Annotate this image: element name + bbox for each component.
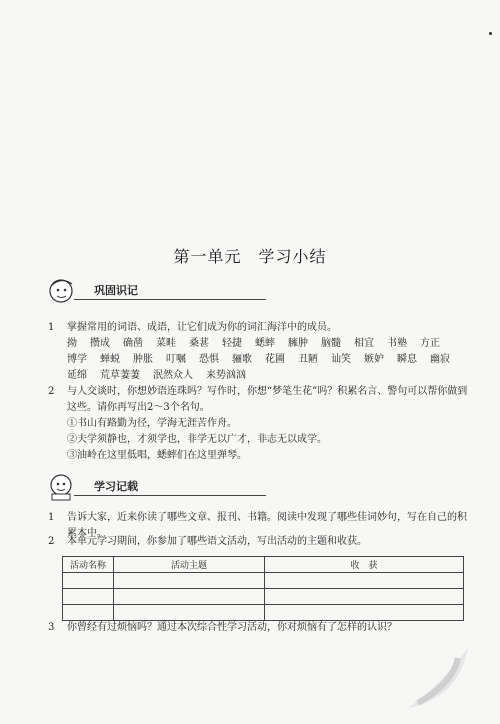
vocab-word: 相宜 — [354, 338, 374, 349]
vocab-word: 荒草萋萋 — [100, 370, 140, 381]
vocab-word: 方正 — [420, 338, 440, 349]
vocab-word: 来势汹汹 — [206, 370, 246, 381]
question-activities — [48, 534, 468, 550]
table-cell[interactable] — [114, 605, 265, 621]
question-number: 2 — [48, 536, 55, 547]
vocab-word: 恐惧 — [199, 354, 219, 365]
table-cell[interactable] — [114, 589, 265, 605]
section-banner-review — [46, 276, 266, 304]
word-list — [67, 336, 468, 384]
table-cell[interactable] — [63, 589, 114, 605]
activity-table — [62, 556, 464, 621]
vocab-word: 臃肿 — [288, 338, 308, 349]
column-header-gains: 收 获 — [265, 557, 464, 573]
question-text: 你曾经有过烦恼吗？通过本次综合性学习活动，你对烦恼有了怎样的认识？ — [67, 622, 397, 633]
question-text: 与人交谈时，你想妙语连珠吗？写作时，你想“梦笔生花”吗？积累名言、警句可以帮你做到这些。请你再写出2～3个名句。 — [67, 386, 468, 413]
vocab-word: 轻捷 — [222, 338, 242, 349]
column-header-activity-theme: 活动主题 — [114, 557, 265, 573]
vocab-word: 延绵 — [67, 370, 87, 381]
vocab-word: 脑髓 — [321, 338, 341, 349]
vocab-word: 拗 — [67, 338, 77, 349]
vocab-word: 肿胀 — [133, 354, 153, 365]
vocab-word: 书塾 — [387, 338, 407, 349]
table-cell[interactable] — [63, 573, 114, 589]
cartoon-head-icon — [46, 276, 80, 306]
question-text: 掌握常用的词语、成语，让它们成为你的词汇海洋中的成员。 — [67, 322, 337, 333]
section-banner-records — [46, 472, 266, 500]
quote-line: ③油岭在这里低唱，蟋蟀们在这里弹琴。 — [67, 450, 247, 461]
table-cell[interactable] — [265, 605, 464, 621]
vocab-word: 骊歌 — [232, 354, 252, 365]
section-label: 巩固识记 — [94, 284, 138, 297]
table-cell[interactable] — [265, 573, 464, 589]
vocab-word: 蟋蟀 — [255, 338, 275, 349]
quote-line: ②夫学须静也，才须学也，非学无以广才，非志无以成学。 — [67, 434, 327, 445]
table-row — [63, 573, 464, 589]
table-row — [63, 605, 464, 621]
vocab-word: 蝉蜕 — [100, 354, 120, 365]
table-cell[interactable] — [63, 605, 114, 621]
vocab-word: 确凿 — [123, 338, 143, 349]
question-number: 1 — [48, 512, 55, 523]
question-text: 本单元学习期间，你参加了哪些语文活动，写出活动的主题和收获。 — [67, 536, 367, 547]
vocab-word: 幽寂 — [430, 354, 450, 365]
vocab-word: 菜畦 — [156, 338, 176, 349]
vocab-word: 花圃 — [265, 354, 285, 365]
question-2-quotes — [48, 384, 468, 464]
column-header-activity-name: 活动名称 — [63, 557, 114, 573]
question-text: 告诉大家，近来你读了哪些文章、报刊、书籍。阅读中发现了哪些佳词妙句，写在自己的积累本中。 — [67, 512, 467, 539]
vocab-word: 博学 — [67, 354, 87, 365]
vocab-word: 叮嘱 — [166, 354, 186, 365]
table-row — [63, 589, 464, 605]
question-1-words — [48, 320, 468, 384]
banner-underline — [74, 299, 266, 300]
vocab-word: 讪笑 — [331, 354, 351, 365]
corner-mark — [489, 32, 492, 35]
vocab-word: 瞬息 — [397, 354, 417, 365]
vocab-word: 嫉妒 — [364, 354, 384, 365]
question-number: 3 — [48, 622, 55, 633]
vocab-word: 泯然众人 — [153, 370, 193, 381]
question-number: 2 — [48, 386, 55, 397]
table-cell[interactable] — [114, 573, 265, 589]
vocab-word: 丑陋 — [298, 354, 318, 365]
section-label: 学习记载 — [94, 480, 138, 493]
table-cell[interactable] — [265, 589, 464, 605]
question-number: 1 — [48, 322, 55, 333]
vocab-word: 桑葚 — [189, 338, 209, 349]
cartoon-reader-icon — [46, 472, 80, 502]
vocab-word: 攒成 — [90, 338, 110, 349]
quote-line: ①书山有路勤为径，学海无涯苦作舟。 — [67, 418, 237, 429]
decorative-swirl — [398, 628, 488, 718]
banner-underline — [74, 495, 266, 496]
page-title: 第一单元 学习小结 — [173, 247, 327, 266]
